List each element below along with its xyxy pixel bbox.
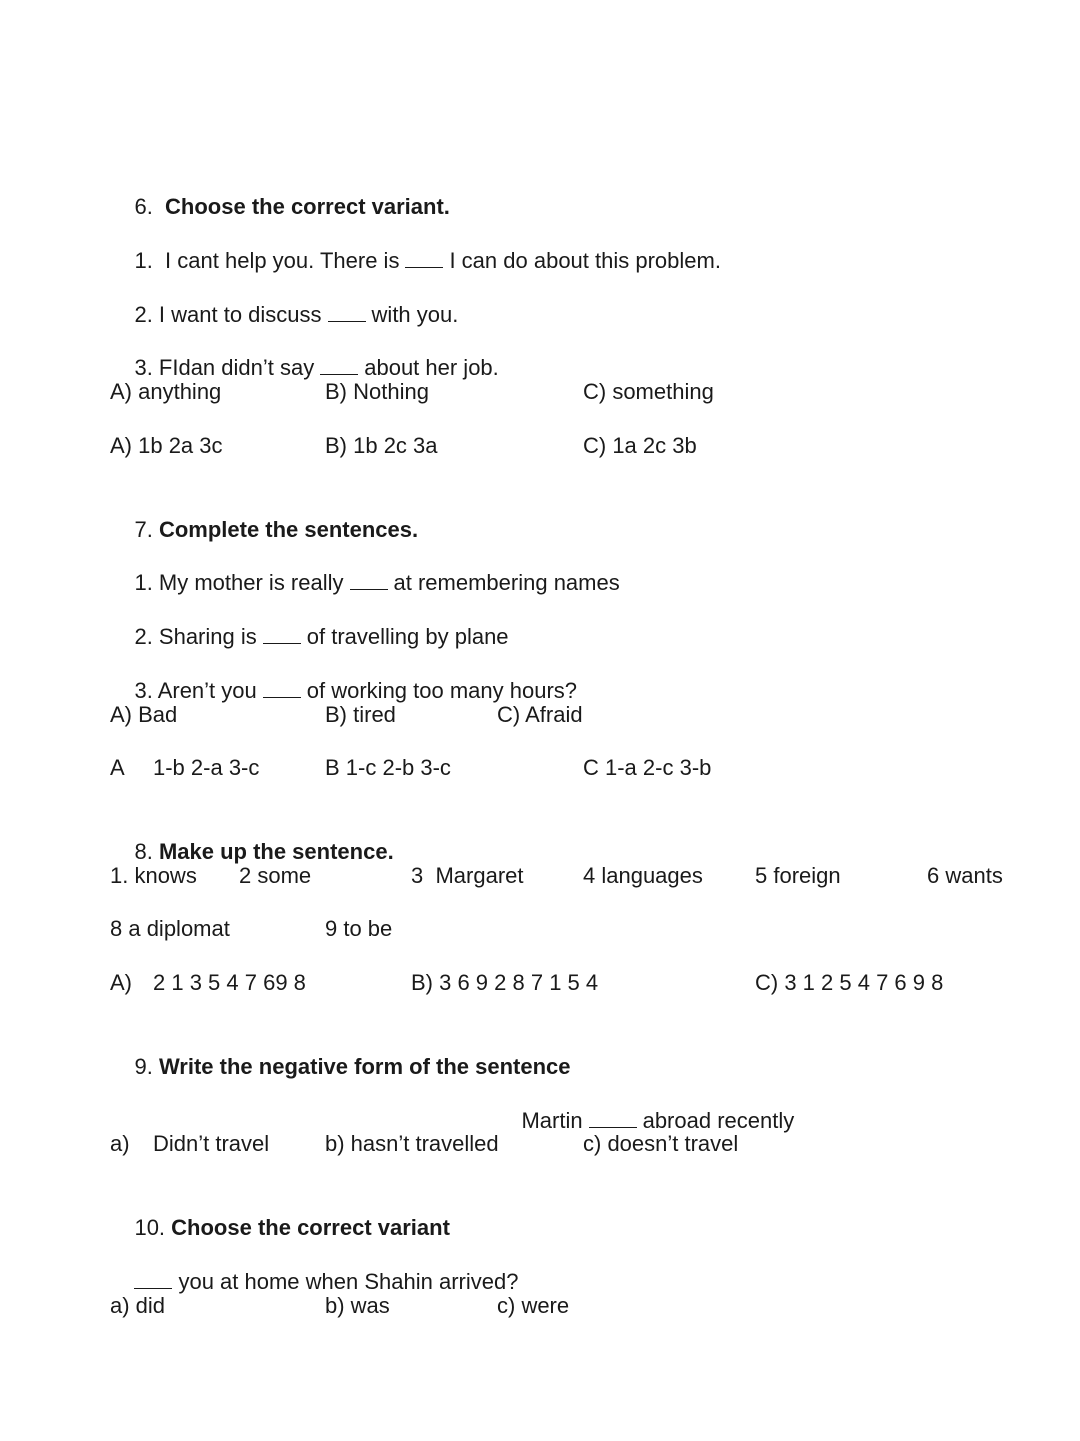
q7-title: Complete the sentences. bbox=[158, 517, 419, 542]
q9-option-c: c) doesn’t travel bbox=[583, 1131, 739, 1156]
q10-blank bbox=[134, 1268, 172, 1289]
q9-title: Write the negative form of the sentence bbox=[158, 1054, 571, 1079]
q8-word-8: 8 a diplomat bbox=[110, 916, 230, 941]
q6-s2-blank bbox=[328, 301, 366, 322]
q9-option-b: b) hasn’t travelled bbox=[325, 1131, 499, 1156]
q7-s2-blank bbox=[263, 623, 301, 644]
q6-answer-c: C) 1a 2c 3b bbox=[583, 433, 697, 458]
q8-words-row-1 bbox=[110, 861, 1030, 891]
q7-s1-blank bbox=[350, 569, 388, 590]
q8-title: Make up the sentence. bbox=[158, 839, 394, 864]
q8-answer-a-label: A) bbox=[110, 970, 132, 995]
q7-s3-part-b: of working too many hours? bbox=[306, 678, 578, 703]
q10-options bbox=[110, 1291, 1010, 1321]
q6-title: Choose the correct variant. bbox=[165, 194, 450, 219]
q9-sentence-part-a: Martin bbox=[521, 1108, 583, 1133]
q7-s2-part-b: of travelling by plane bbox=[306, 624, 509, 649]
q7-answer-a: 1-b 2-a 3-c bbox=[153, 755, 260, 780]
q6-sentence-1 bbox=[110, 216, 721, 273]
q7-option-b: B) tired bbox=[325, 702, 396, 727]
q6-option-b: B) Nothing bbox=[325, 379, 429, 404]
q6-sentence-2 bbox=[110, 270, 459, 327]
q8-word-3: 3 Margaret bbox=[411, 863, 524, 888]
q9-option-a-label: a) bbox=[110, 1131, 130, 1156]
q8-word-2: 2 some bbox=[239, 863, 312, 888]
q6-s1-number: 1. bbox=[134, 248, 153, 273]
q6-option-a: A) anything bbox=[110, 379, 222, 404]
q7-s1-part-a: 1. My mother is really bbox=[134, 570, 344, 595]
q7-s1-part-b: at remembering names bbox=[393, 570, 620, 595]
q8-word-1: 1. knows bbox=[110, 863, 197, 888]
q9-blank bbox=[589, 1107, 637, 1128]
q7-option-c: C) Afraid bbox=[497, 702, 583, 727]
q8-answers bbox=[110, 968, 1010, 998]
q10-heading bbox=[110, 1183, 450, 1240]
q10-title: Choose the correct variant bbox=[171, 1215, 450, 1240]
q6-options bbox=[110, 377, 1010, 407]
q6-s3-part-a: 3. FIdan didn’t say bbox=[134, 355, 315, 380]
q6-s1-part-b: I can do about this problem. bbox=[449, 248, 721, 273]
q6-sentence-3 bbox=[110, 323, 499, 380]
q7-options bbox=[110, 700, 1010, 730]
q9-number: 9. bbox=[134, 1054, 153, 1079]
q10-sentence bbox=[110, 1237, 519, 1294]
q7-sentence-3 bbox=[110, 646, 578, 703]
q7-answer-c: C 1-a 2-c 3-b bbox=[583, 755, 712, 780]
q6-number: 6. bbox=[134, 194, 153, 219]
q6-option-c: C) something bbox=[583, 379, 714, 404]
q7-sentence-2 bbox=[110, 592, 509, 649]
q8-answer-a: 2 1 3 5 4 7 69 8 bbox=[153, 970, 306, 995]
q8-word-5: 5 foreign bbox=[755, 863, 841, 888]
q9-option-a: Didn’t travel bbox=[153, 1131, 270, 1156]
q7-s3-part-a: 3. Aren’t you bbox=[134, 678, 257, 703]
q6-answer-a: A) 1b 2a 3c bbox=[110, 433, 223, 458]
q9-sentence bbox=[497, 1076, 795, 1133]
q10-number: 10. bbox=[134, 1215, 166, 1240]
q6-s1-part-a: I cant help you. There is bbox=[165, 248, 400, 273]
q10-sentence-part-b: you at home when Shahin arrived? bbox=[178, 1269, 519, 1294]
q9-sentence-part-b: abroad recently bbox=[642, 1108, 795, 1133]
q7-answer-b: B 1-c 2-b 3-c bbox=[325, 755, 451, 780]
q7-number: 7. bbox=[134, 517, 153, 542]
q10-option-b: b) was bbox=[325, 1293, 390, 1318]
q6-s3-blank bbox=[320, 354, 358, 375]
q7-sentence-1 bbox=[110, 538, 620, 595]
q7-option-a: A) Bad bbox=[110, 702, 178, 727]
q6-s3-part-b: about her job. bbox=[364, 355, 499, 380]
q7-answers bbox=[110, 753, 1010, 783]
q7-heading bbox=[110, 485, 419, 542]
q7-s2-part-a: 2. Sharing is bbox=[134, 624, 257, 649]
q8-word-6: 6 wants bbox=[927, 863, 1003, 888]
q6-s2-part-b: with you. bbox=[371, 302, 459, 327]
q8-heading bbox=[110, 807, 394, 864]
q6-s1-blank bbox=[405, 247, 443, 268]
q9-options bbox=[110, 1129, 1010, 1159]
q10-option-c: c) were bbox=[497, 1293, 570, 1318]
q7-s3-blank bbox=[263, 677, 301, 698]
q8-answer-b: B) 3 6 9 2 8 7 1 5 4 bbox=[411, 970, 599, 995]
q7-answer-a-label: A bbox=[110, 755, 125, 780]
q9-heading bbox=[110, 1022, 571, 1079]
q10-option-a: a) did bbox=[110, 1293, 166, 1318]
q8-words-row-2 bbox=[110, 914, 1010, 944]
q6-heading bbox=[110, 162, 450, 219]
q8-word-4: 4 languages bbox=[583, 863, 703, 888]
q6-answer-b: B) 1b 2c 3a bbox=[325, 433, 438, 458]
q8-answer-c: C) 3 1 2 5 4 7 6 9 8 bbox=[755, 970, 944, 995]
q6-s2-part-a: 2. I want to discuss bbox=[134, 302, 322, 327]
q8-number: 8. bbox=[134, 839, 153, 864]
q6-answers bbox=[110, 431, 1010, 461]
q8-word-9: 9 to be bbox=[325, 916, 393, 941]
